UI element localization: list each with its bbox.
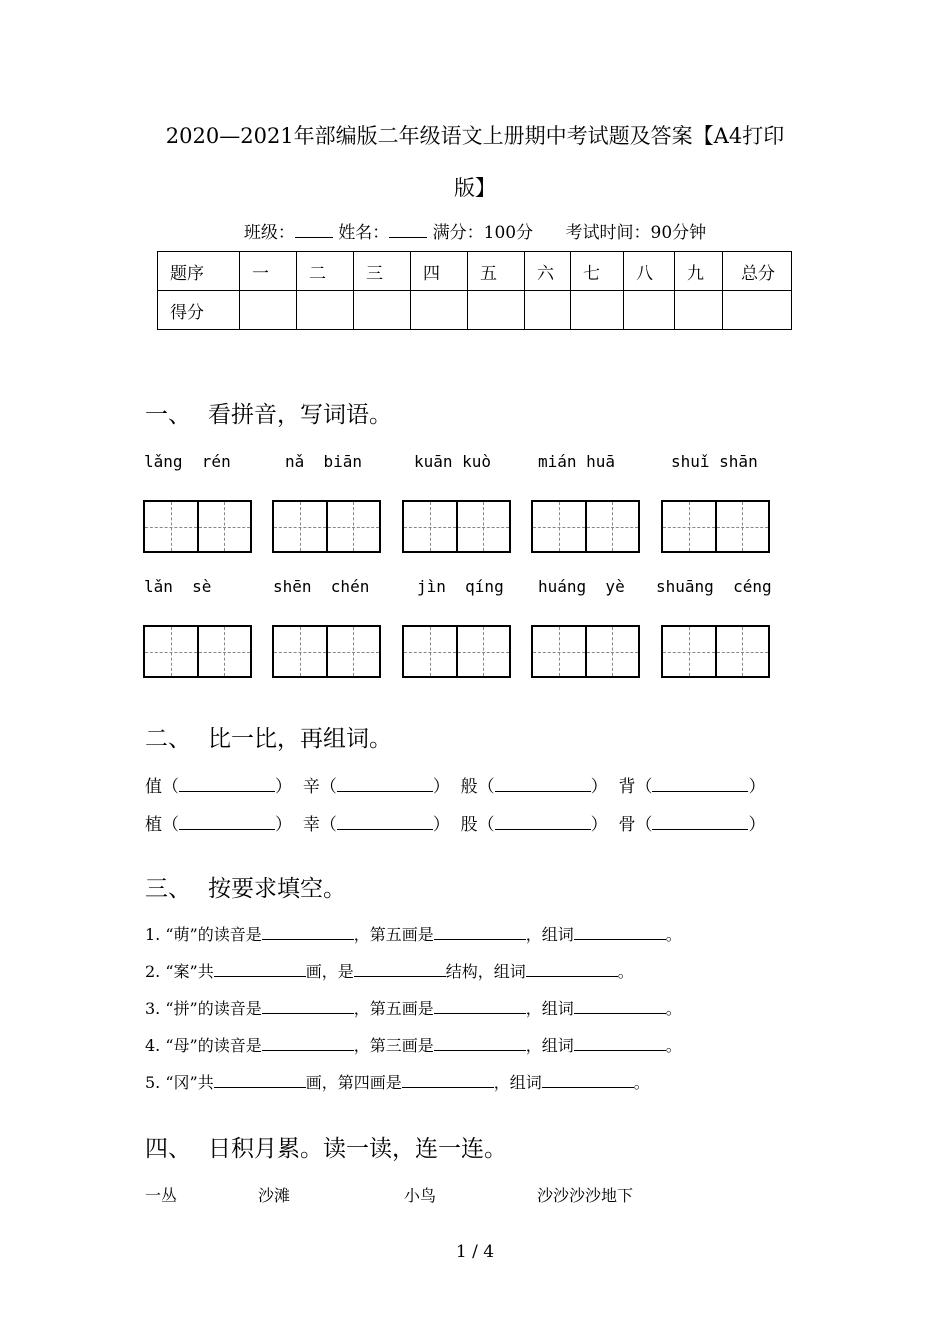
header-cell: 四	[411, 252, 468, 291]
row-label: 得分	[158, 291, 240, 330]
answer-blank[interactable]	[434, 1034, 526, 1051]
section1-title: 看拼音，写词语。	[208, 402, 392, 428]
question-5	[145, 1070, 650, 1093]
question-text: 2. “案”共	[145, 962, 214, 981]
answer-blank[interactable]	[354, 960, 446, 977]
paren-close: ）	[748, 777, 766, 797]
section1-number: 一、	[145, 402, 191, 428]
page-number: 1 / 4	[455, 1242, 495, 1262]
header-cell: 六	[525, 252, 571, 291]
section2-heading	[145, 720, 392, 753]
answer-blank[interactable]	[574, 1034, 666, 1051]
compare-char: 背	[618, 777, 636, 797]
paren-open: （	[162, 815, 179, 835]
answer-blank[interactable]	[214, 1071, 306, 1088]
compare-char: 骨	[618, 815, 636, 835]
paren-close: ）	[432, 815, 450, 835]
section3-title: 按要求填空。	[208, 876, 346, 902]
pinyin: kuān kuò	[414, 452, 492, 471]
header-cell: 三	[354, 252, 411, 291]
question-text: 。	[665, 925, 682, 944]
doc-title-line2: 版】	[454, 176, 496, 200]
compare-char: 植	[145, 815, 162, 835]
answer-blank[interactable]	[574, 997, 666, 1014]
writing-grid[interactable]	[402, 625, 511, 678]
exam-time: 考试时间：90分钟	[565, 223, 707, 243]
pinyin: huáng yè	[538, 577, 625, 596]
match-item[interactable]: 小鸟	[404, 1186, 437, 1205]
answer-blank[interactable]	[434, 923, 526, 940]
pinyin: lǎng rén	[144, 452, 231, 471]
pinyin: nǎ biān	[285, 452, 363, 471]
section2-title: 比一比，再组词。	[208, 726, 392, 752]
section3-heading	[145, 870, 346, 903]
answer-blank[interactable]	[337, 813, 433, 830]
paren-open: （	[635, 815, 653, 835]
match-item[interactable]: 沙沙沙沙地下	[537, 1186, 634, 1205]
section2-number: 二、	[145, 726, 191, 752]
answer-blank[interactable]	[434, 997, 526, 1014]
compare-char: 幸	[302, 815, 320, 835]
answer-blank[interactable]	[179, 775, 275, 792]
section1-heading	[145, 396, 392, 429]
name-label: 姓名：	[338, 223, 390, 243]
compare-row-2	[145, 810, 765, 835]
question-text: ，组词	[525, 925, 574, 944]
match-item[interactable]: 沙滩	[258, 1186, 291, 1205]
writing-grid[interactable]	[272, 625, 381, 678]
paren-close: ）	[275, 815, 292, 835]
writing-grid[interactable]	[661, 625, 770, 678]
header-cell: 总分	[723, 252, 792, 291]
question-text: 。	[665, 999, 682, 1018]
answer-blank[interactable]	[214, 960, 306, 977]
score-cell[interactable]	[297, 291, 354, 330]
pinyin: jìn qíng	[417, 577, 504, 596]
question-1	[145, 922, 682, 945]
compare-row-1	[145, 772, 765, 797]
doc-title-line1: 2020—2021年部编版二年级语文上册期中考试题及答案【A4打印	[165, 124, 785, 148]
score-table-row	[158, 291, 792, 330]
name-blank[interactable]	[389, 223, 427, 238]
answer-blank[interactable]	[495, 813, 591, 830]
pinyin: shuāng céng	[656, 577, 772, 596]
header-cell: 一	[240, 252, 297, 291]
answer-blank[interactable]	[402, 1071, 494, 1088]
answer-blank[interactable]	[542, 1071, 634, 1088]
writing-grid[interactable]	[531, 500, 640, 553]
class-blank[interactable]	[295, 223, 333, 238]
score-cell[interactable]	[723, 291, 792, 330]
paren-open: （	[319, 777, 337, 797]
answer-blank[interactable]	[179, 813, 275, 830]
answer-blank[interactable]	[652, 775, 748, 792]
score-cell[interactable]	[525, 291, 571, 330]
question-text: 1. “萌”的读音是	[145, 925, 262, 944]
compare-char: 般	[460, 777, 478, 797]
writing-grid[interactable]	[143, 500, 252, 553]
paren-open: （	[477, 815, 495, 835]
question-text: 画，第四画是	[305, 1073, 402, 1092]
header-cell: 二	[297, 252, 354, 291]
score-cell[interactable]	[411, 291, 468, 330]
section4-title: 日积月累。读一读，连一连。	[208, 1136, 507, 1162]
paren-close: ）	[590, 815, 608, 835]
question-text: ，组词	[525, 999, 574, 1018]
answer-blank[interactable]	[495, 775, 591, 792]
score-table-header	[158, 252, 792, 291]
compare-char: 辛	[302, 777, 320, 797]
answer-blank[interactable]	[262, 997, 354, 1014]
question-text: ，组词	[525, 1036, 574, 1055]
question-3	[145, 996, 682, 1019]
class-label: 班级：	[243, 223, 295, 243]
question-text: 结构，组词	[445, 962, 526, 981]
score-cell[interactable]	[624, 291, 675, 330]
answer-blank[interactable]	[652, 813, 748, 830]
pinyin: lǎn sè	[144, 577, 212, 596]
pinyin: mián huā	[538, 452, 616, 471]
writing-grid[interactable]	[661, 500, 770, 553]
score-cell[interactable]	[468, 291, 525, 330]
answer-blank[interactable]	[574, 923, 666, 940]
question-text: 3. “拼”的读音是	[145, 999, 262, 1018]
paren-open: （	[162, 777, 179, 797]
question-text: 5. “冈”共	[145, 1073, 214, 1092]
answer-blank[interactable]	[526, 960, 618, 977]
paren-open: （	[477, 777, 495, 797]
answer-blank[interactable]	[262, 923, 354, 940]
paren-close: ）	[432, 777, 450, 797]
writing-grid[interactable]	[272, 500, 381, 553]
answer-blank[interactable]	[262, 1034, 354, 1051]
question-text: ，第三画是	[353, 1036, 434, 1055]
score-table	[157, 251, 792, 330]
score-cell[interactable]	[240, 291, 297, 330]
question-text: ，第五画是	[353, 925, 434, 944]
score-cell[interactable]	[354, 291, 411, 330]
section3-number: 三、	[145, 876, 191, 902]
question-text: 4. “母”的读音是	[145, 1036, 262, 1055]
paren-close: ）	[275, 777, 292, 797]
exam-info	[0, 218, 950, 243]
section4-number: 四、	[145, 1136, 191, 1162]
score-cell[interactable]	[675, 291, 723, 330]
question-text: 。	[617, 962, 634, 981]
header-cell: 五	[468, 252, 525, 291]
question-text: ，组词	[493, 1073, 542, 1092]
compare-char: 值	[145, 777, 162, 797]
paren-open: （	[635, 777, 653, 797]
header-cell: 八	[624, 252, 675, 291]
writing-grid[interactable]	[531, 625, 640, 678]
question-text: ，第五画是	[353, 999, 434, 1018]
pinyin: shēn chén	[273, 577, 370, 596]
paren-open: （	[319, 815, 337, 835]
header-cell: 七	[571, 252, 624, 291]
compare-char: 股	[460, 815, 478, 835]
match-item[interactable]: 一丛	[145, 1186, 178, 1205]
paren-close: ）	[748, 815, 766, 835]
header-cell: 题序	[158, 252, 240, 291]
paren-close: ）	[590, 777, 608, 797]
question-text: 。	[633, 1073, 650, 1092]
full-score: 满分：100分	[432, 223, 534, 243]
question-4	[145, 1033, 682, 1056]
header-cell: 九	[675, 252, 723, 291]
question-2	[145, 959, 634, 982]
answer-blank[interactable]	[337, 775, 433, 792]
writing-grid[interactable]	[402, 500, 511, 553]
score-cell[interactable]	[571, 291, 624, 330]
pinyin: shuǐ shān	[671, 452, 758, 471]
question-text: 画，是	[305, 962, 354, 981]
question-text: 。	[665, 1036, 682, 1055]
writing-grid[interactable]	[143, 625, 252, 678]
section4-heading	[145, 1130, 507, 1163]
